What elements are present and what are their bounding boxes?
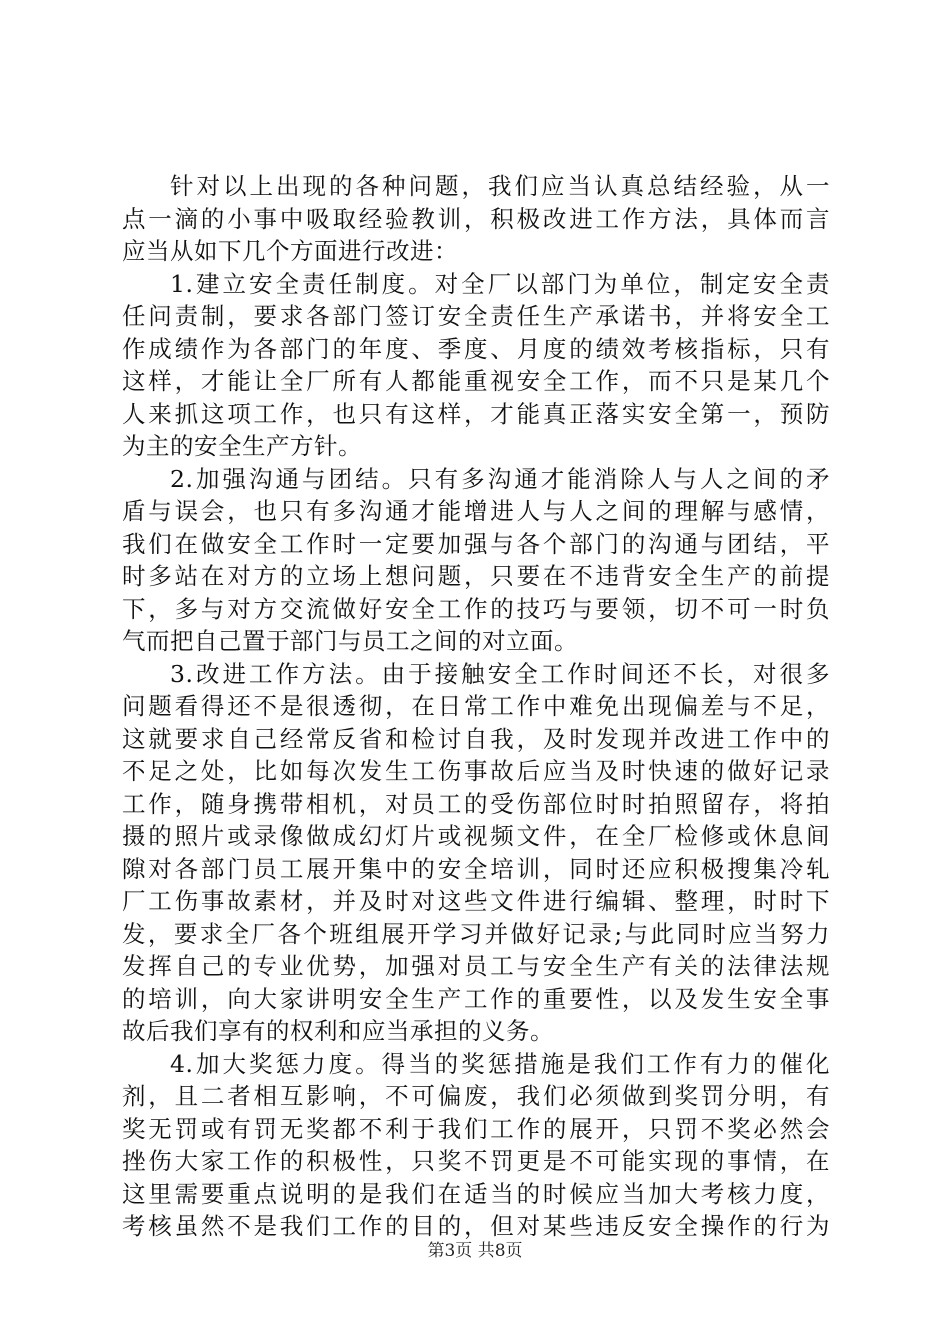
text-line: 任问责制，要求各部门签订安全责任生产承诺书，并将安全工 [122, 302, 830, 330]
page-footer: 第3页 共8页 [427, 1241, 523, 1261]
text-line: 盾与误会，也只有多沟通才能增进人与人之间的理解与感情， [122, 497, 830, 525]
text-line: 3.改进工作方法。由于接触安全工作时间还不长，对很多 [170, 659, 830, 688]
text-line: 作成绩作为各部门的年度、季度、月度的绩效考核指标，只有 [122, 334, 830, 363]
text-line: 的培训，向大家讲明安全生产工作的重要性，以及发生安全事 [122, 984, 830, 1013]
text-line: 针对以上出现的各种问题，我们应当认真总结经验，从一 [170, 172, 830, 200]
text-line: 厂工伤事故素材，并及时对这些文件进行编辑、整理，时时下 [122, 887, 830, 915]
text-line: 时多站在对方的立场上想问题，只要在不违背安全生产的前提 [122, 562, 830, 590]
text-line: 工作，随身携带相机，对员工的受伤部位时时拍照留存，将拍 [122, 789, 830, 818]
text-line: 故后我们享有的权利和应当承担的义务。 [122, 1017, 554, 1045]
text-line: 这样，才能让全厂所有人都能重视安全工作，而不只是某几个 [122, 367, 830, 395]
text-line: 这就要求自己经常反省和检讨自我，及时发现并改进工作中的 [122, 724, 830, 753]
text-line: 问题看得还不是很透彻，在日常工作中难免出现偏差与不足， [122, 692, 830, 720]
text-line: 隙对各部门员工展开集中的安全培训，同时还应积极搜集冷轧 [122, 854, 830, 883]
text-line: 4.加大奖惩力度。得当的奖惩措施是我们工作有力的催化 [170, 1049, 830, 1078]
document-body [122, 170, 830, 1243]
text-line: 奖无罚或有罚无奖都不利于我们工作的展开，只罚不奖必然会 [122, 1114, 830, 1143]
text-line: 剂，且二者相互影响，不可偏废，我们必须做到奖罚分明，有 [122, 1082, 830, 1110]
text-line: 挫伤大家工作的积极性，只奖不罚更是不可能实现的事情，在 [122, 1147, 830, 1175]
text-line: 2.加强沟通与团结。只有多沟通才能消除人与人之间的矛 [170, 464, 830, 493]
text-line: 摄的照片或录像做成幻灯片或视频文件，在全厂检修或休息间 [122, 822, 830, 850]
text-line: 发挥自己的专业优势，加强对员工与安全生产有关的法律法规 [122, 952, 830, 980]
text-line: 应当从如下几个方面进行改进： [122, 237, 458, 265]
text-line: 下，多与对方交流做好安全工作的技巧与要领，切不可一时负 [122, 594, 830, 623]
text-line: 考核虽然不是我们工作的目的，但对某些违反安全操作的行为 [122, 1212, 830, 1240]
text-line: 人来抓这项工作，也只有这样，才能真正落实安全第一，预防 [122, 399, 830, 428]
text-line: 这里需要重点说明的是我们在适当的时候应当加大考核力度， [122, 1179, 830, 1208]
text-line: 为主的安全生产方针。 [122, 432, 362, 460]
text-line: 1.建立安全责任制度。对全厂以部门为单位，制定安全责 [170, 269, 830, 298]
text-line: 点一滴的小事中吸取经验教训，积极改进工作方法，具体而言 [122, 204, 830, 233]
text-line: 发，要求全厂各个班组展开学习并做好记录;与此同时应当努力 [122, 919, 830, 948]
text-line: 我们在做安全工作时一定要加强与各个部门的沟通与团结，平 [122, 529, 830, 558]
text-line: 不足之处，比如每次发生工伤事故后应当及时快速的做好记录 [122, 757, 830, 785]
text-line: 气而把自己置于部门与员工之间的对立面。 [122, 627, 578, 655]
